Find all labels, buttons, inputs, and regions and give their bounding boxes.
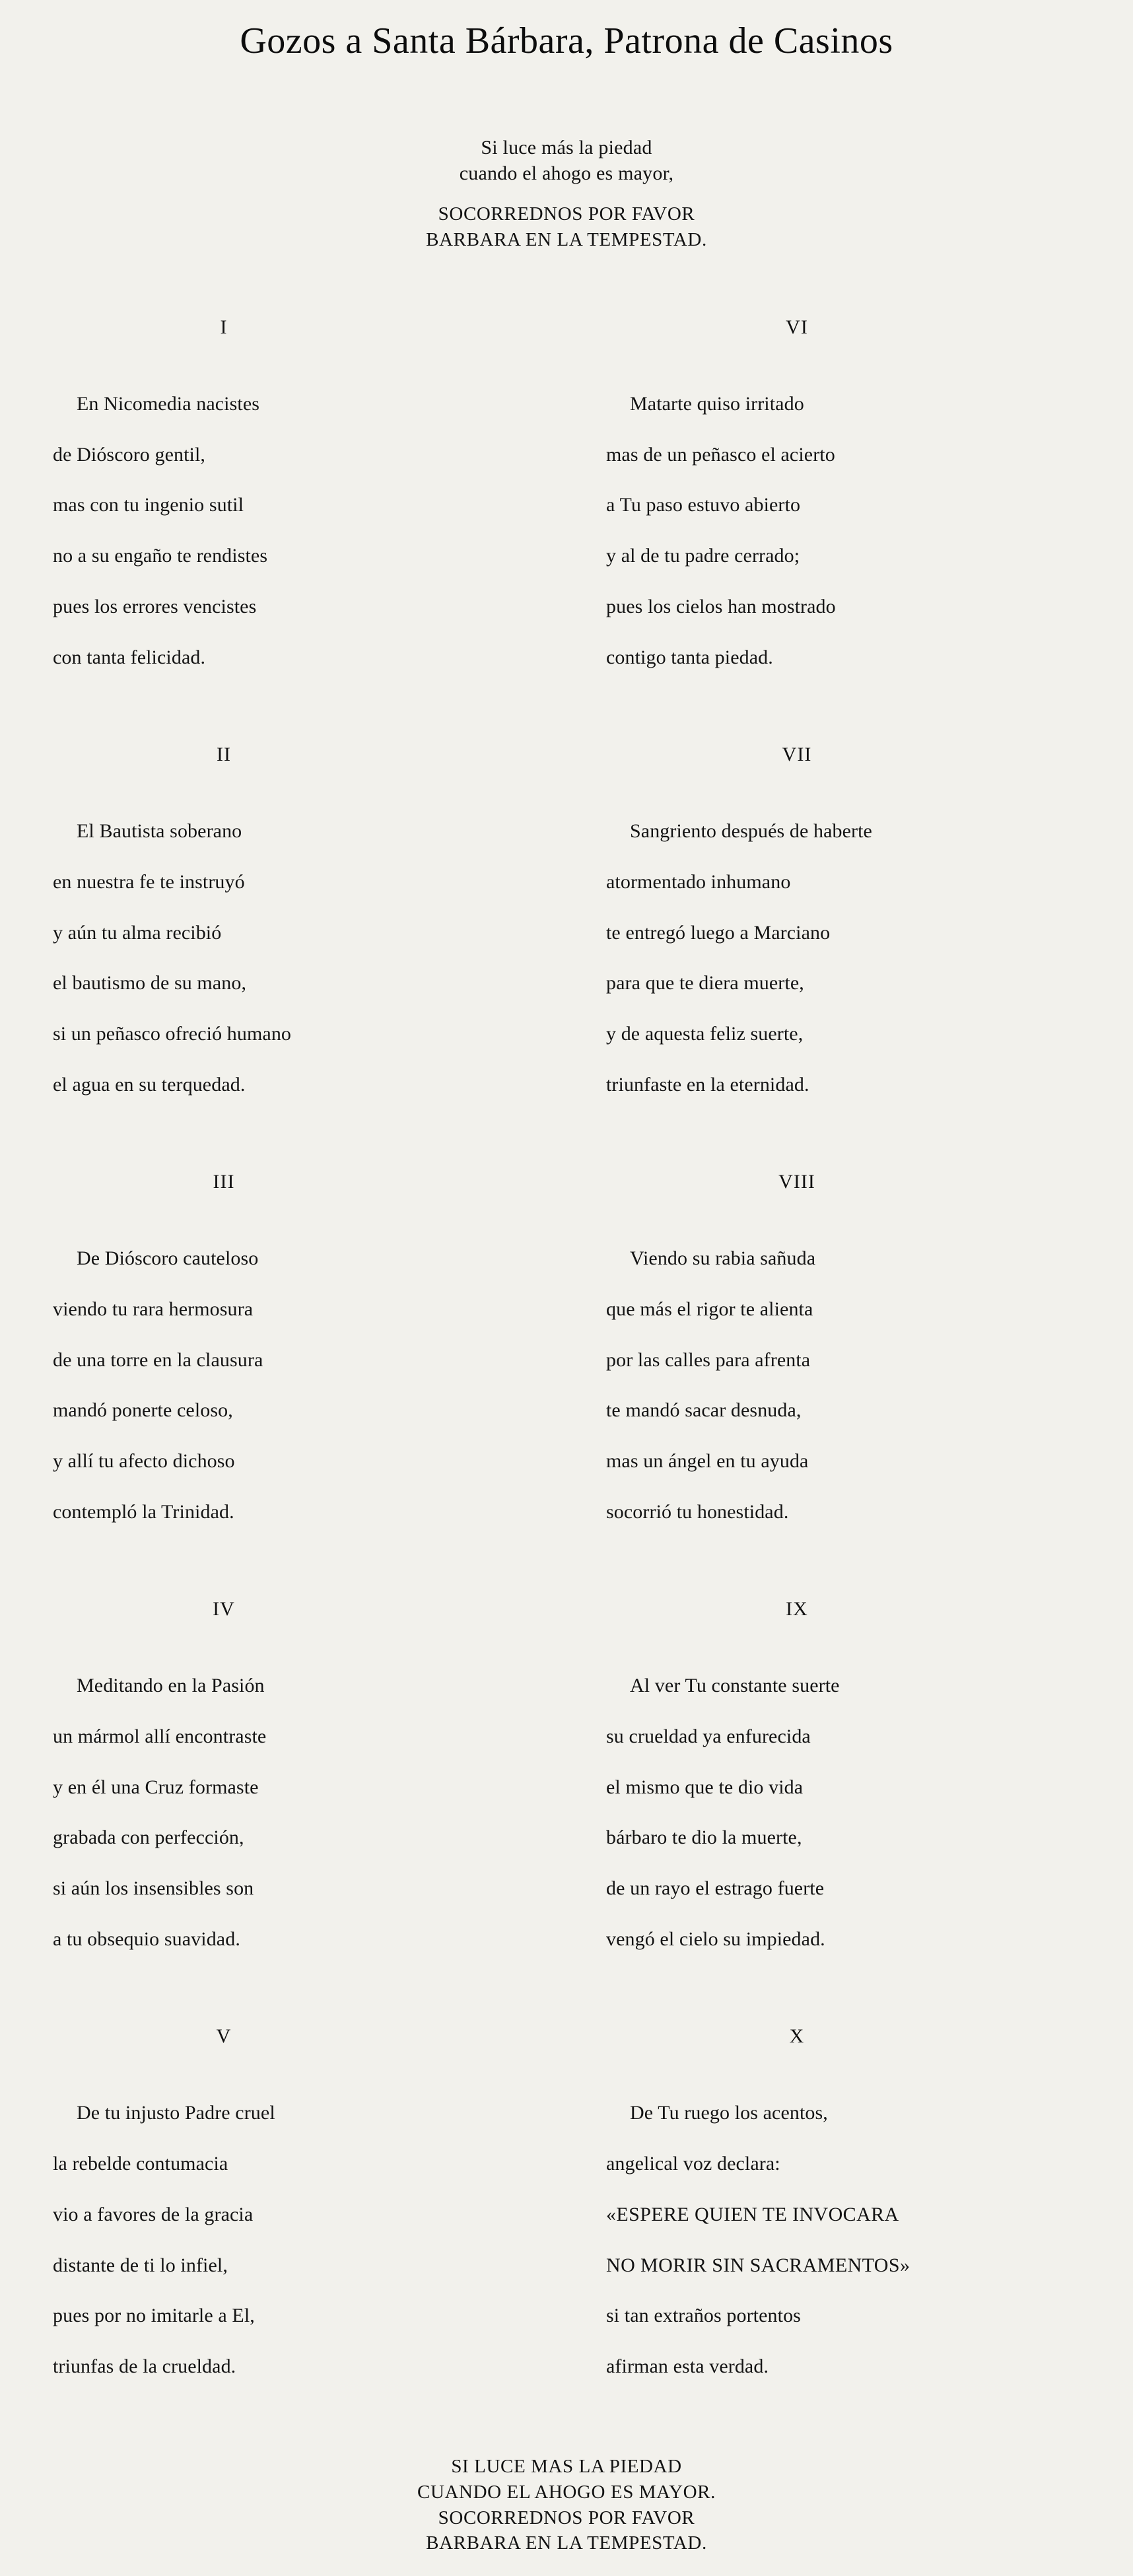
verse-line: si aún los insensibles son [53, 1877, 254, 1900]
stanza-columns [26, 316, 1107, 2405]
verse-line: vio a favores de la gracia [53, 2203, 254, 2225]
stanza-verse [53, 366, 566, 696]
verse-line: si tan extraños portentos [606, 2305, 801, 2327]
verse-line: De tu injusto Padre cruel [77, 2102, 275, 2124]
verse-line: el agua en su terquedad. [53, 1073, 246, 1096]
verse-line: mas de un peñasco el acierto [606, 443, 835, 466]
stanza [606, 1171, 1107, 1550]
verse-line: El Bautista soberano [77, 819, 242, 842]
stanza-verse [606, 1221, 1107, 1550]
stanza-verse [53, 2075, 566, 2405]
verse-line: vengó el cielo su impiedad. [606, 1928, 825, 1951]
verse-line: la rebelde contumacia [53, 2152, 228, 2175]
verse-line: contigo tanta piedad. [606, 646, 773, 668]
verse-line: triunfas de la crueldad. [53, 2355, 236, 2378]
intro-refrain-line: SOCORREDNOS POR FAVOR [438, 203, 695, 225]
closing-line: CUANDO EL AHOGO ES MAYOR. [417, 2481, 716, 2503]
intro-block [26, 135, 1107, 253]
verse-line: afirman esta verdad. [606, 2355, 769, 2378]
verse-line: distante de ti lo infiel, [53, 2254, 228, 2276]
verse-line: si un peñasco ofreció humano [53, 1023, 292, 1045]
stanza-number: IX [786, 1597, 808, 1620]
closing-line: SOCORREDNOS POR FAVOR [438, 2507, 695, 2528]
stanza-verse [53, 794, 566, 1123]
verse-line: el mismo que te dio vida [606, 1776, 804, 1798]
verse-line: contempló la Trinidad. [53, 1500, 234, 1523]
stanza-verse [53, 1648, 566, 1978]
stanza [606, 316, 1107, 696]
stanza [53, 744, 566, 1123]
verse-line: y en él una Cruz formaste [53, 1776, 259, 1798]
stanza [606, 2025, 1107, 2405]
verse-line: angelical voz declara: [606, 2152, 780, 2175]
stanza-number: X [789, 2025, 805, 2047]
verse-line: pues los cielos han mostrado [606, 596, 836, 618]
stanza-number: III [213, 1170, 235, 1193]
verse-line: su crueldad ya enfurecida [606, 1725, 811, 1747]
left-column [26, 316, 566, 2405]
stanza-number: IV [213, 1597, 235, 1620]
verse-line: a tu obsequio suavidad. [53, 1928, 240, 1951]
verse-line: y allí tu afecto dichoso [53, 1450, 235, 1473]
verse-line: a Tu paso estuvo abierto [606, 494, 801, 516]
stanza-number: VIII [778, 1170, 815, 1193]
closing-line: SI LUCE MAS LA PIEDAD [451, 2455, 682, 2477]
stanza [53, 1598, 566, 1978]
intro-refrain-line: BARBARA EN LA TEMPESTAD. [426, 228, 707, 250]
verse-line: pues los errores vencistes [53, 596, 257, 618]
verse-line: socorrió tu honestidad. [606, 1500, 789, 1523]
verse-line: pues por no imitarle a El, [53, 2305, 255, 2327]
verse-line: un mármol allí encontraste [53, 1725, 267, 1747]
verse-line: y al de tu padre cerrado; [606, 545, 800, 567]
verse-line: De Tu ruego los acentos, [630, 2102, 828, 2124]
verse-line: en nuestra fe te instruyó [53, 870, 245, 893]
right-column [566, 316, 1107, 2405]
closing-line: BARBARA EN LA TEMPESTAD. [426, 2532, 707, 2554]
stanza-verse [606, 794, 1107, 1123]
stanza [53, 1171, 566, 1550]
verse-line: Matarte quiso irritado [630, 392, 804, 415]
stanza-verse [606, 366, 1107, 696]
verse-line: «ESPERE QUIEN TE INVOCARA [606, 2203, 899, 2225]
stanza-number: VI [786, 316, 808, 338]
verse-line: mas un ángel en tu ayuda [606, 1450, 809, 1473]
verse-line: Al ver Tu constante suerte [630, 1675, 840, 1697]
verse-line: que más el rigor te alienta [606, 1298, 813, 1320]
verse-line: atormentado inhumano [606, 870, 791, 893]
stanza-verse [606, 1648, 1107, 1978]
stanza-number: II [217, 743, 231, 765]
stanza [606, 1598, 1107, 1978]
verse-line: mandó ponerte celoso, [53, 1399, 233, 1422]
intro-line: Si luce más la piedad [481, 136, 652, 158]
verse-line: grabada con perfección, [53, 1827, 244, 1849]
verse-line: viendo tu rara hermosura [53, 1298, 254, 1320]
stanza-verse [606, 2075, 1107, 2405]
verse-line: y aún tu alma recibió [53, 921, 222, 944]
verse-line: NO MORIR SIN SACRAMENTOS» [606, 2254, 910, 2276]
verse-line: En Nicomedia nacistes [77, 392, 260, 415]
verse-line: de un rayo el estrago fuerte [606, 1877, 825, 1900]
intro-line: cuando el ahogo es mayor, [459, 162, 674, 185]
verse-line: te entregó luego a Marciano [606, 921, 831, 944]
stanza-number: I [220, 316, 228, 338]
stanza [606, 744, 1107, 1123]
verse-line: de una torre en la clausura [53, 1348, 263, 1371]
verse-line: triunfaste en la eternidad. [606, 1073, 809, 1096]
stanza [53, 2025, 566, 2405]
verse-line: de Dióscoro gentil, [53, 443, 206, 466]
verse-line: el bautismo de su mano, [53, 972, 247, 994]
page-title: Gozos a Santa Bárbara, Patrona de Casinos [240, 20, 893, 61]
stanza-number: VII [782, 743, 812, 765]
verse-line: por las calles para afrenta [606, 1348, 811, 1371]
stanza-number: V [216, 2025, 232, 2047]
stanza-verse [53, 1221, 566, 1550]
verse-line: y de aquesta feliz suerte, [606, 1023, 804, 1045]
stanza [53, 316, 566, 696]
verse-line: Sangriento después de haberte [630, 819, 872, 842]
verse-line: te mandó sacar desnuda, [606, 1399, 802, 1422]
verse-line: mas con tu ingenio sutil [53, 494, 244, 516]
closing-refrain [26, 2454, 1107, 2556]
verse-line: Viendo su rabia sañuda [630, 1247, 816, 1270]
verse-line: no a su engaño te rendistes [53, 545, 268, 567]
verse-line: para que te diera muerte, [606, 972, 804, 994]
verse-line: bárbaro te dio la muerte, [606, 1827, 802, 1849]
verse-line: con tanta felicidad. [53, 646, 206, 668]
verse-line: De Dióscoro cauteloso [77, 1247, 259, 1270]
verse-line: Meditando en la Pasión [77, 1675, 265, 1697]
